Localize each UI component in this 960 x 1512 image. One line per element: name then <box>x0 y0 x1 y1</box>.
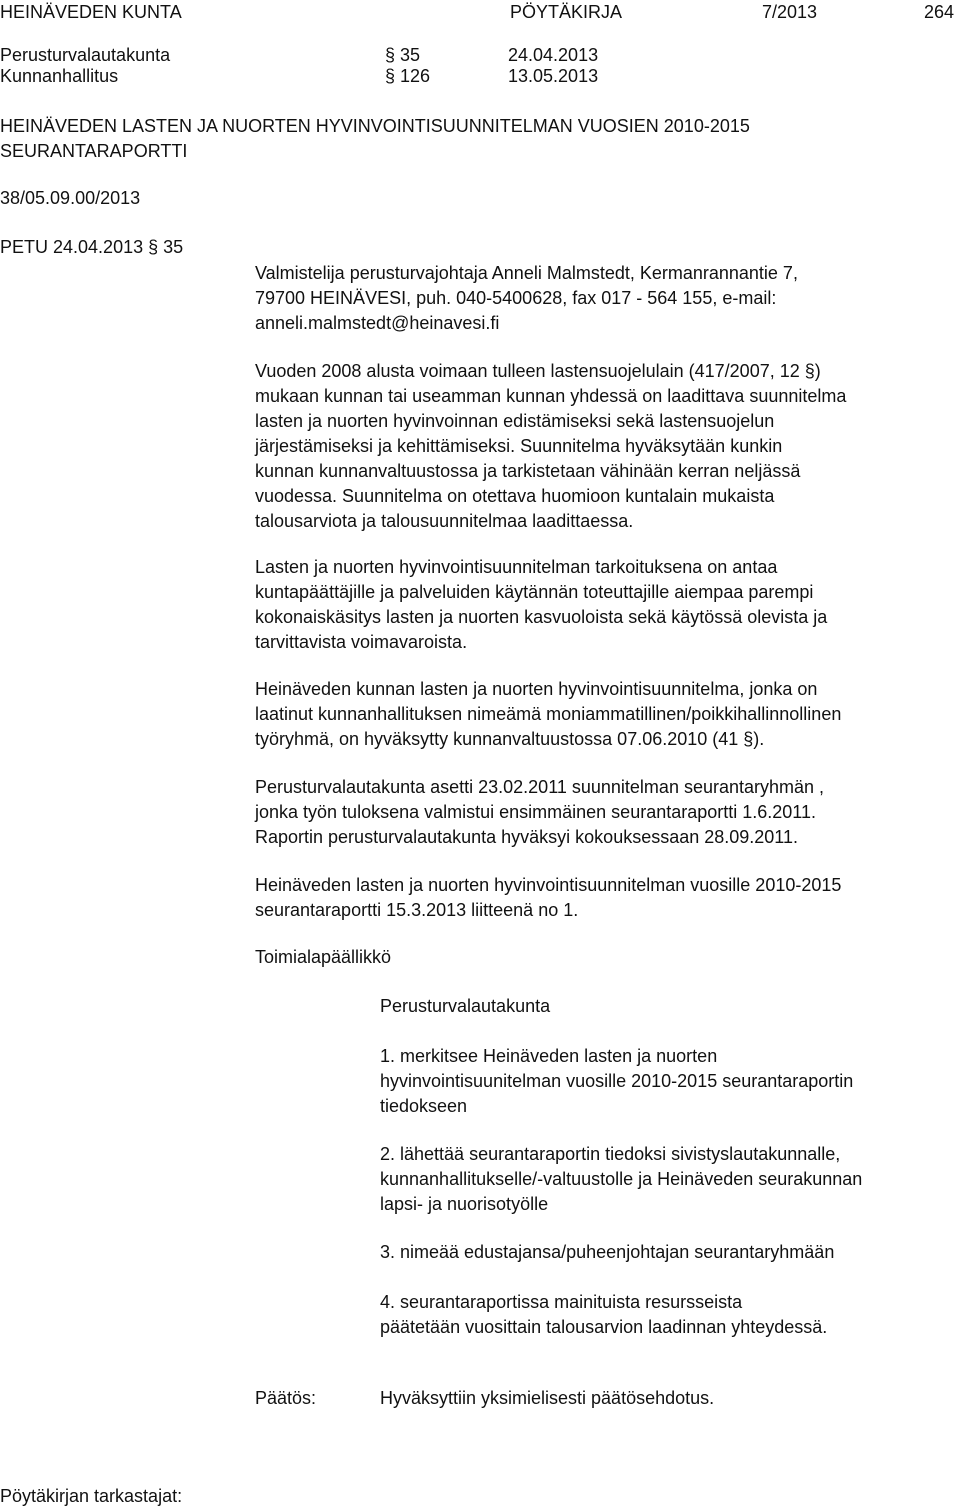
body-name: Kunnanhallitus <box>0 66 119 86</box>
body-name: Perusturvalautakunta <box>0 45 171 65</box>
proposal-item: 3. nimeää edustajansa/puheenjohtajan seurantaryhmään <box>380 1242 835 1262</box>
paragraph: Perusturvalautakunta asetti 23.02.2011 suunnitelman seurantaryhmän , jonka työn tuloksena valmistui ensimmäinen seurantaraportti 1.6.2011. Raportin perusturvalautakunta hyväksyi kokouksessaan 28.09.2011. <box>255 777 825 847</box>
proposer-title: Toimialapäällikkö <box>255 947 392 967</box>
document-title: HEINÄVEDEN LASTEN JA NUORTEN HYVINVOINTISUUNNITELMAN VUOSIEN 2010-2015 SEURANTARAPORTTI <box>0 116 750 161</box>
proposal-item: 4. seurantaraportissa mainituista resursseista päätetään vuosittain talousarvion laadinnan yhteydessä. <box>380 1292 828 1337</box>
meeting-date: 24.04.2013 <box>508 45 599 65</box>
paragraph: Lasten ja nuorten hyvinvointisuunnitelman tarkoituksena on antaa kuntapäättäjille ja palveluiden käytännän toteuttajille aiempaa parempi kokonaiskäsitys lasten ja nuorten kasvuoloista sekä käytössä olevista ja tarvittavista voimavaroista. <box>255 557 828 652</box>
decision-label: Päätös: <box>255 1388 317 1408</box>
section-number: § 126 <box>385 66 431 86</box>
minutes-checkers-label: Pöytäkirjan tarkastajat: <box>0 1486 183 1506</box>
paragraph: Vuoden 2008 alusta voimaan tulleen lastensuojelulain (417/2007, 12 §) mukaan kunnan tai useamman kunnan yhdessä on laadittava suunnitelma lasten ja nuorten hyvinvoinnan edistämiseksi sekä lastensuojelun järjestämiseksi ja kehittämiseksi. Suunnitelma hyväksytään kunkin kunnan kunnanvaltuustossa ja tarkistetaan vähinään kerran neljässä vuodessa. Suunnitelma on otettava huomioon kuntalain mukaista talousarviota ja talousuunnitelmaa laadittaessa. <box>255 361 847 531</box>
decision-text: Hyväksyttiin yksimielisesti päätösehdotus. <box>380 1388 715 1408</box>
proposal-item: 2. lähettää seurantaraportin tiedoksi sivistyslautakunnalle, kunnanhallitukselle/-valtuustolle ja Heinäveden seurakunnan lapsi- ja nuorisotyölle <box>380 1144 863 1214</box>
meeting-date: 13.05.2013 <box>508 66 599 86</box>
section-number: § 35 <box>385 45 421 65</box>
proposal-body: Perusturvalautakunta <box>380 996 551 1016</box>
paragraph: Heinäveden lasten ja nuorten hyvinvointisuunnitelman vuosille 2010-2015 seurantaraportti 15.3.2013 liitteenä no 1. <box>255 875 842 920</box>
record-number: 38/05.09.00/2013 <box>0 188 141 208</box>
preparer-info: Valmistelija perusturvajohtaja Anneli Malmstedt, Kermanrannantie 7, 79700 HEINÄVESI, puh. 040-5400628, fax 017 - 564 155, e-mail: anneli.malmstedt@heinavesi.fi <box>255 263 798 333</box>
page-number: 264 <box>924 2 955 22</box>
municipality-name: HEINÄVEDEN KUNTA <box>0 2 182 22</box>
proposal-item: 1. merkitsee Heinäveden lasten ja nuorten hyvinvointisuunitelman vuosille 2010-2015 seurantaraportin tiedokseen <box>380 1046 854 1116</box>
issue-number: 7/2013 <box>762 2 818 22</box>
paragraph: Heinäveden kunnan lasten ja nuorten hyvinvointisuunnitelma, jonka on laatinut kunnanhallituksen nimeämä moniammatillinen/poikkihallinnollinen työryhmä, on hyväksytty kunnanvaltuustossa 07.06.2010 (41 §). <box>255 679 842 749</box>
document-type: PÖYTÄKIRJA <box>510 2 623 22</box>
meeting-reference: PETU 24.04.2013 § 35 <box>0 237 184 257</box>
